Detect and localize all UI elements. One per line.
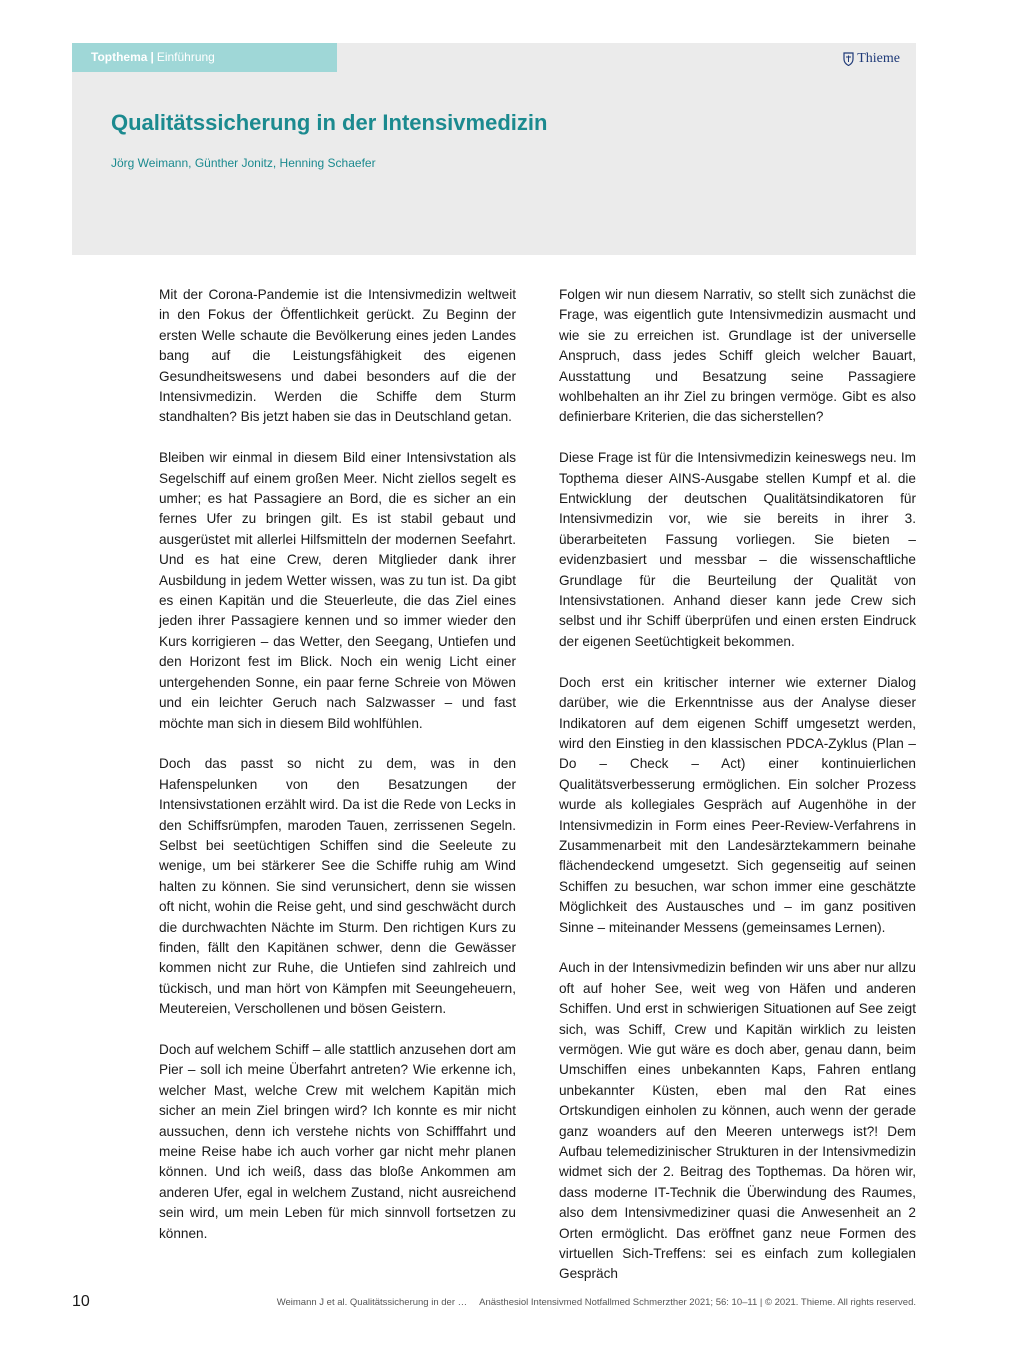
paragraph: Doch erst ein kritischer interner wie externer Dialog darüber, wie die Erkenntnisse aus der Analyse dieser Indikatoren auf dem eigenen Schiff umgesetzt werden, wird den Einstieg in den klassischen PDCA-Zyklus (Plan – Do – Check – Act) einer kontinuierlichen Qualitätsverbesserung ermöglichen. Ein solcher Prozess wurde als kollegiales Gespräch auf Augenhöhe in der Intensivmedizin in Form eines Peer-Review-Verfahrens in Zusammenarbeit mit den Landesärztekammern beinahe flächendeckend umgesetzt. Sich gegenseitig auf seinen Schiffen zu besuchen, war schon immer eine geschätzte Möglichkeit des Austausches und – im ganz positiven Sinne – miteinander Messens (gemeinsames Lernen). (559, 674, 916, 935)
paragraph: Auch in der Intensivmedizin befinden wir uns aber nur allzu oft auf hoher See, weit weg von Häfen und anderen Schiffen. Und erst in schwierigen Situationen auf See zeigt sich, was Schiff, Crew und Kapitän wirklich zu leisten vermögen. Wie gut wäre es doch aber, genau dann, beim Umschiffen eines unbekannten Kaps, Fahren entlang unbekannter Küsten, eben mal den Rat eines Ortskundigen einholen zu können, auch wenn der gerade ganz woanders auf den Meeren unterwegs ist?! Dem Aufbau telemedizinischer Strukturen in der Intensivmedizin widmet sich der 2. Beitrag des Topthemas. Da hören wir, dass moderne IT-Technik die Überwindung des Raumes, also dem Intensivmediziner quasi die Anwesenheit an 2 Orten ermöglicht. Das eröffnet ganz neue Formen des virtuellen Sich-Treffens: sei es einfach zum kollegialen Gespräch (559, 960, 916, 1282)
thieme-shield-icon (843, 52, 854, 66)
footer-citation (277, 1297, 916, 1308)
section-tab (72, 43, 337, 72)
right-column (559, 285, 916, 1285)
article-title: Qualitätssicherung in der Intensivmedizin (111, 110, 548, 135)
section-label: Topthema (91, 50, 148, 64)
publisher-logo (843, 50, 900, 68)
citation-short: Weimann J et al. Qualitätssicherung in der … (276, 1297, 468, 1308)
article-header-box (72, 43, 916, 255)
logo-text: Thieme (857, 51, 900, 66)
paragraph: Doch auf welchem Schiff – alle stattlich anzusehen dort am Pier – soll ich meine Überfahrt antreten? Wie erkenne ich, welcher Mast, welche Crew mit welchem Kapitän mich sicher an mein Ziel bringen wird? Ich konnte es mir nicht aussuchen, denn ich verstehe nichts von Schifffahrt und meine Reise habe ich auch vorher gar nicht mehr planen können. Und ich weiß, dass das bloße Ankommen am anderen Ufer, egal in welchem Zustand, nicht ausreichend sein wird, um mein Leben für mich sinnvoll fortsetzen zu können. (159, 1041, 516, 1241)
subsection-label: Einführung (156, 50, 215, 64)
citation-journal: Anästhesiol Intensivmed Notfallmed Schmerzther 2021; 56: 10–11 | © 2021. Thieme. All rights reserved. (479, 1297, 916, 1308)
paragraph: Folgen wir nun diesem Narrativ, so stellt sich zunächst die Frage, was eigentlich gute Intensivmedizin ausmacht und wie sie zu erreichen ist. Grundlage ist der universelle Anspruch, dass jedes Schiff gleich welcher Bauart, Ausstattung und Besatzung seine Passagiere wohlbehalten an ihr Ziel zu bringen vermöge. Gibt es also definierbare Kriterien, die das sicherstellen? (559, 287, 916, 425)
article-authors: Jörg Weimann, Günther Jonitz, Henning Schaefer (111, 156, 376, 170)
page-number: 10 (72, 1293, 90, 1310)
left-column (159, 285, 516, 1244)
paragraph: Mit der Corona-Pandemie ist die Intensivmedizin weltweit in den Fokus der Öffentlichkeit gerückt. Zu Beginn der ersten Welle schaute die Bevölkerung eines jeden Landes bang auf die Leistungsfähigkeit des eigenen Gesundheitswesens und dabei besonders auf die der Intensivmedizin. Werden die Schiffe dem Sturm standhalten? Bis jetzt haben sie das in Deutschland getan. (159, 287, 516, 425)
section-separator: | (150, 50, 154, 64)
paragraph: Diese Frage ist für die Intensivmedizin keineswegs neu. Im Topthema dieser AINS-Ausgabe stellen Kumpf et al. die Entwicklung der deutschen Qualitätsindikatoren für Intensivmedizin vor, wie sie bereits in ihrer 3. überarbeiteten Fassung vorliegen. Sie bieten – evidenzbasiert und messbar – die wissenschaftliche Grundlage für die Beurteilung der Qualität von Intensivstationen. Anhand dieser kann jede Crew sich selbst und ihr Schiff überprüfen und einen ersten Eindruck der eigenen Seetüchtigkeit bekommen. (559, 450, 916, 649)
paragraph: Doch das passt so nicht zu dem, was in den Hafenspelunken von den Besatzungen der Intensivstationen erzählt wird. Da ist die Rede von Lecks in den Schiffsrümpfen, maroden Tauen, zerrissenen Segeln. Selbst bei seetüchtigen Schiffen sind die Seeleute zu wenige, um bei stärkerer See die Schiffe ruhig am Wind halten zu können. Sie sind verunsichert, denn sie wissen oft nicht, wohin die Reise geht, und sind geschwächt durch die durchwachten Nächte im Sturm. Den richtigen Kurs zu finden, fällt den Kapitänen schwer, denn die Gewässer kommen nicht zur Ruhe, die Untiefen sind zahlreich und tückisch, und man hört von Kämpfen mit Seeungeheuern, Meutereien, Verschollenen und bösen Geistern. (159, 756, 516, 1017)
paragraph: Bleiben wir einmal in diesem Bild einer Intensivstation als Segelschiff auf einem großen Meer. Nicht ziellos segelt es umher; es hat Passagiere an Bord, die es sicher an ein fernes Ufer zu bringen gilt. Es ist stabil gebaut und ausgerüstet mit allerlei Hilfsmitteln der modernen Seefahrt. Und es hat eine Crew, deren Mitglieder dank ihrer Ausbildung in jedem Wetter wissen, was zu tun ist. Da gibt es einen Kapitän und die Steuerleute, die das Ziel eines jeden ihrer Passagiere kennen und so immer wieder den Kurs korrigieren – das Wetter, den Seegang, Untiefen und den Horizont fest im Blick. Noch ein wenig Licht einer untergehenden Sonne, ein paar ferne Schreie von Möwen und ein leichter Geruch nach Salzwasser – und fast möchte man sich in diesem Bild wohlfühlen. (159, 450, 516, 731)
